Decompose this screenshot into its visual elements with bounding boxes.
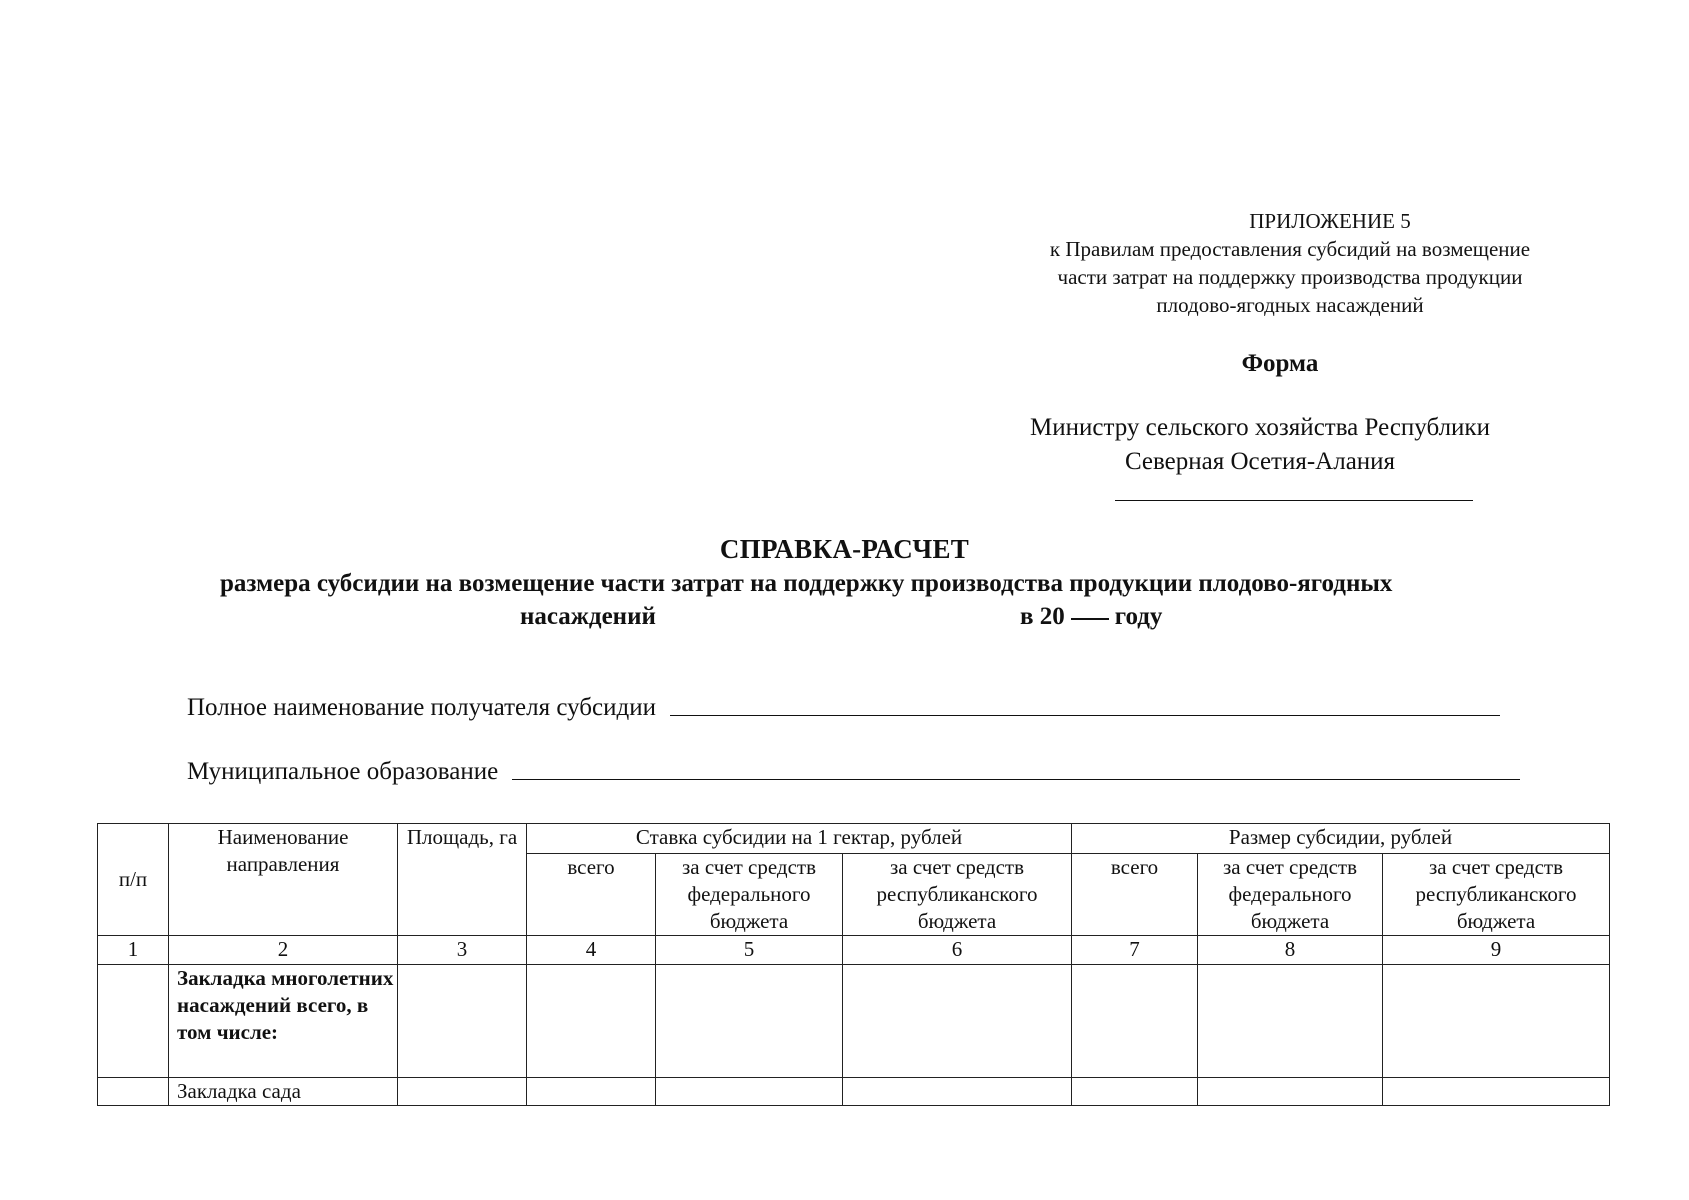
column-number: 8 [1198,936,1383,965]
document-subtitle [220,567,1550,633]
column-number: 7 [1072,936,1198,965]
table-cell-area[interactable] [398,1078,527,1106]
header-rate-federal: за счет средств федерального бюджета [656,854,843,936]
column-number: 2 [169,936,398,965]
header-area: Площадь, га [398,824,527,936]
column-number: 5 [656,936,843,965]
header-direction: Наименование направления [169,824,398,936]
addressee-line: Северная Осетия-Алания [1124,448,1396,475]
recipient-label: Полное наименование получателя субсидии [187,694,656,721]
table-cell-size-federal[interactable] [1198,1078,1383,1106]
header-rate-republican: за счет средств республиканского бюджета [843,854,1072,936]
table-cell-rate-federal[interactable] [656,1078,843,1106]
column-number: 6 [843,936,1072,965]
table-cell-size-federal[interactable] [1198,965,1383,1078]
table-row [98,1078,1610,1106]
column-number: 9 [1383,936,1610,965]
header-size-federal: за счет средств федерального бюджета [1198,854,1383,936]
form-label: Форма [1241,350,1319,377]
addressee-line: Министру сельского хозяйства Республики [1030,414,1490,441]
subtitle-line: размера субсидии на возмещение части затрат на поддержку производства продукции плодово-ягодных [220,570,1393,597]
header-size-group: Размер субсидии, рублей [1072,824,1610,854]
municipality-label: Муниципальное образование [187,758,499,785]
column-number: 4 [527,936,656,965]
appendix-header [990,207,1590,319]
municipality-field [187,758,1520,786]
table-cell-rate-republican[interactable] [843,965,1072,1078]
header-rate-total: всего [527,854,656,936]
recipient-input-line[interactable] [670,715,1500,716]
municipality-input-line[interactable] [512,779,1520,780]
table-cell-direction: Закладка сада [169,1078,398,1106]
header-pn: п/п [98,824,169,936]
table-cell-size-total[interactable] [1072,1078,1198,1106]
table-cell-size-total[interactable] [1072,965,1198,1078]
appendix-text-line: части затрат на поддержку производства продукции [1057,265,1523,289]
year-line [1020,600,1162,633]
table-cell-pn[interactable] [98,1078,169,1106]
year-suffix: году [1114,603,1163,630]
table-cell-rate-total[interactable] [527,965,656,1078]
document-title: СПРАВКА-РАСЧЕТ [719,534,970,564]
table-cell-size-republican[interactable] [1383,1078,1610,1106]
appendix-text-line: плодово-ягодных насаждений [1156,293,1424,317]
appendix-text-line: к Правилам предоставления субсидий на возмещение [1049,237,1531,261]
column-number: 3 [398,936,527,965]
addressee [990,411,1530,479]
column-number: 1 [98,936,169,965]
header-rate-group: Ставка субсидии на 1 гектар, рублей [527,824,1072,854]
subsidy-table [97,823,1610,1106]
header-size-republican: за счет средств республиканского бюджета [1383,854,1610,936]
year-blank[interactable] [1071,618,1109,620]
addressee-signature-rule [1115,500,1473,501]
appendix-number: ПРИЛОЖЕНИЕ 5 [1249,209,1411,233]
table-cell-direction: Закладка многолетних насаждений всего, в том числе: [169,965,398,1078]
table-cell-area[interactable] [398,965,527,1078]
table-cell-rate-republican[interactable] [843,1078,1072,1106]
subtitle-line: насаждений [520,603,656,630]
table-cell-pn[interactable] [98,965,169,1078]
table-cell-rate-federal[interactable] [656,965,843,1078]
year-prefix: в 20 [1020,603,1065,630]
table-row [98,965,1610,1078]
header-size-total: всего [1072,854,1198,936]
table-cell-rate-total[interactable] [527,1078,656,1106]
table-cell-size-republican[interactable] [1383,965,1610,1078]
recipient-field [187,694,1500,722]
